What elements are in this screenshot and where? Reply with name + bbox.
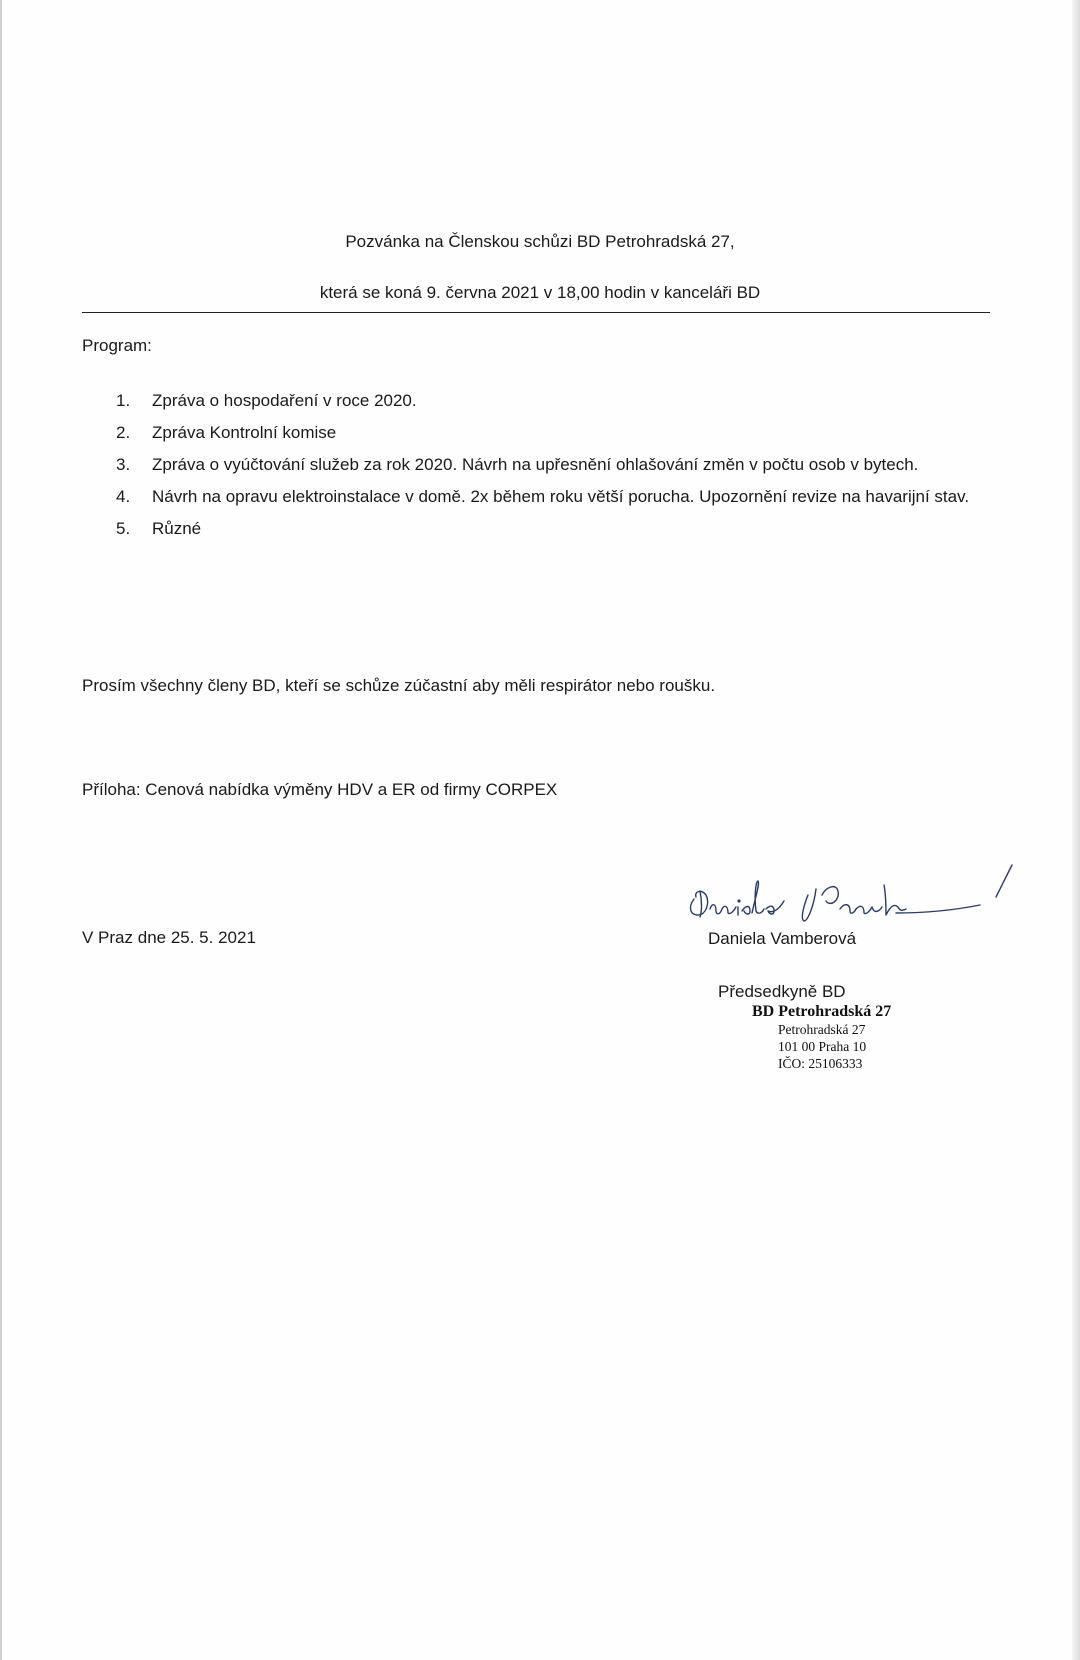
stamp-street: Petrohradská 27: [778, 1022, 866, 1037]
agenda-item: [116, 483, 986, 510]
agenda-item-text: Zpráva o hospodaření v roce 2020.: [152, 391, 417, 410]
invitation-subtitle: která se koná 9. června 2021 v 18,00 hodin v kanceláři BD: [319, 283, 761, 302]
place-and-date: V Praz dne 25. 5. 2021: [82, 928, 256, 947]
agenda-item: [116, 387, 986, 414]
respirator-note: Prosím všechny členy BD, kteří se schůze zúčastní aby měli respirátor nebo roušku.: [82, 676, 716, 695]
agenda-item-text: Zpráva Kontrolní komise: [152, 423, 337, 442]
invitation-title: Pozvánka na Členskou schůzi BD Petrohradská 27,: [345, 232, 735, 251]
agenda-item-number: 5.: [116, 519, 131, 538]
stamp-org-name: BD Petrohradská 27: [752, 1003, 892, 1020]
organization-stamp: [752, 1003, 891, 1072]
agenda-item-number: 2.: [116, 423, 131, 442]
stamp-ico: IČO: 25106333: [778, 1056, 863, 1071]
agenda-item-number: 1.: [116, 391, 131, 410]
header-divider: [82, 312, 990, 313]
attachment-line: Příloha: Cenová nabídka výměny HDV a ER od firmy CORPEX: [82, 780, 558, 799]
agenda-item-number: 4.: [116, 487, 131, 506]
stamp-city: 101 00 Praha 10: [778, 1039, 867, 1054]
agenda-item: [116, 419, 986, 446]
agenda-item-text: Zpráva o vyúčtování služeb za rok 2020. Návrh na upřesnění ohlašování změn v počtu osob v bytech.: [152, 455, 919, 474]
program-label: Program:: [82, 336, 152, 355]
agenda-item-number: 3.: [116, 455, 131, 474]
signer-role: Předsedkyně BD: [718, 982, 846, 1001]
agenda-item-text: Návrh na opravu elektroinstalace v domě. 2x během roku větší porucha. Upozornění revize na havarijní stav.: [152, 487, 970, 506]
agenda-list: [116, 387, 986, 547]
agenda-item-text: Různé: [152, 519, 202, 538]
signer-name: Daniela Vamberová: [708, 929, 857, 948]
agenda-item: [116, 451, 986, 478]
agenda-item: [116, 515, 986, 542]
